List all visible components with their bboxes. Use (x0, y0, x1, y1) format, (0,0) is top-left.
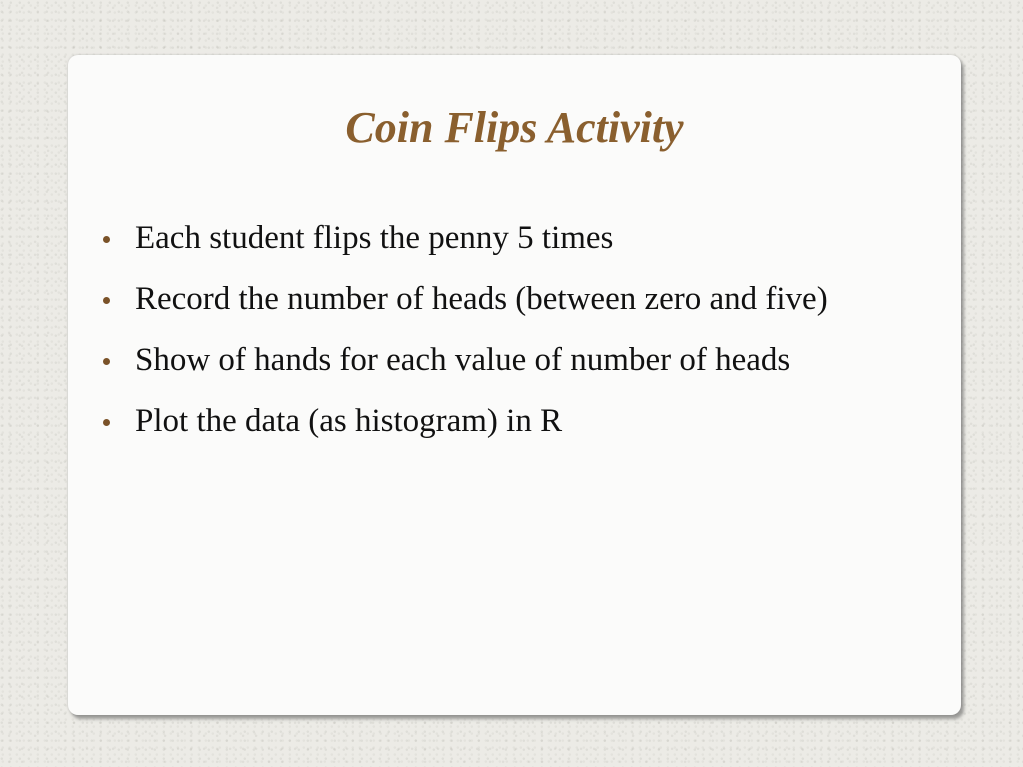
bullet-text: Each student flips the penny 5 times (135, 220, 614, 256)
bullet-item (103, 215, 933, 261)
bullet-dot-icon (103, 358, 110, 365)
bullet-list (103, 215, 933, 459)
bullet-text: Record the number of heads (between zero and five) (135, 281, 828, 317)
bullet-dot-icon (103, 419, 110, 426)
bullet-dot-icon (103, 236, 110, 243)
slide-title: Coin Flips Activity (345, 103, 684, 152)
bullet-item (103, 337, 933, 383)
bullet-dot-icon (103, 297, 110, 304)
bullet-item (103, 276, 933, 322)
bullet-text: Show of hands for each value of number of heads (135, 342, 791, 378)
bullet-text: Plot the data (as histogram) in R (135, 403, 563, 439)
bullet-item (103, 398, 933, 444)
slide-card (68, 55, 961, 715)
